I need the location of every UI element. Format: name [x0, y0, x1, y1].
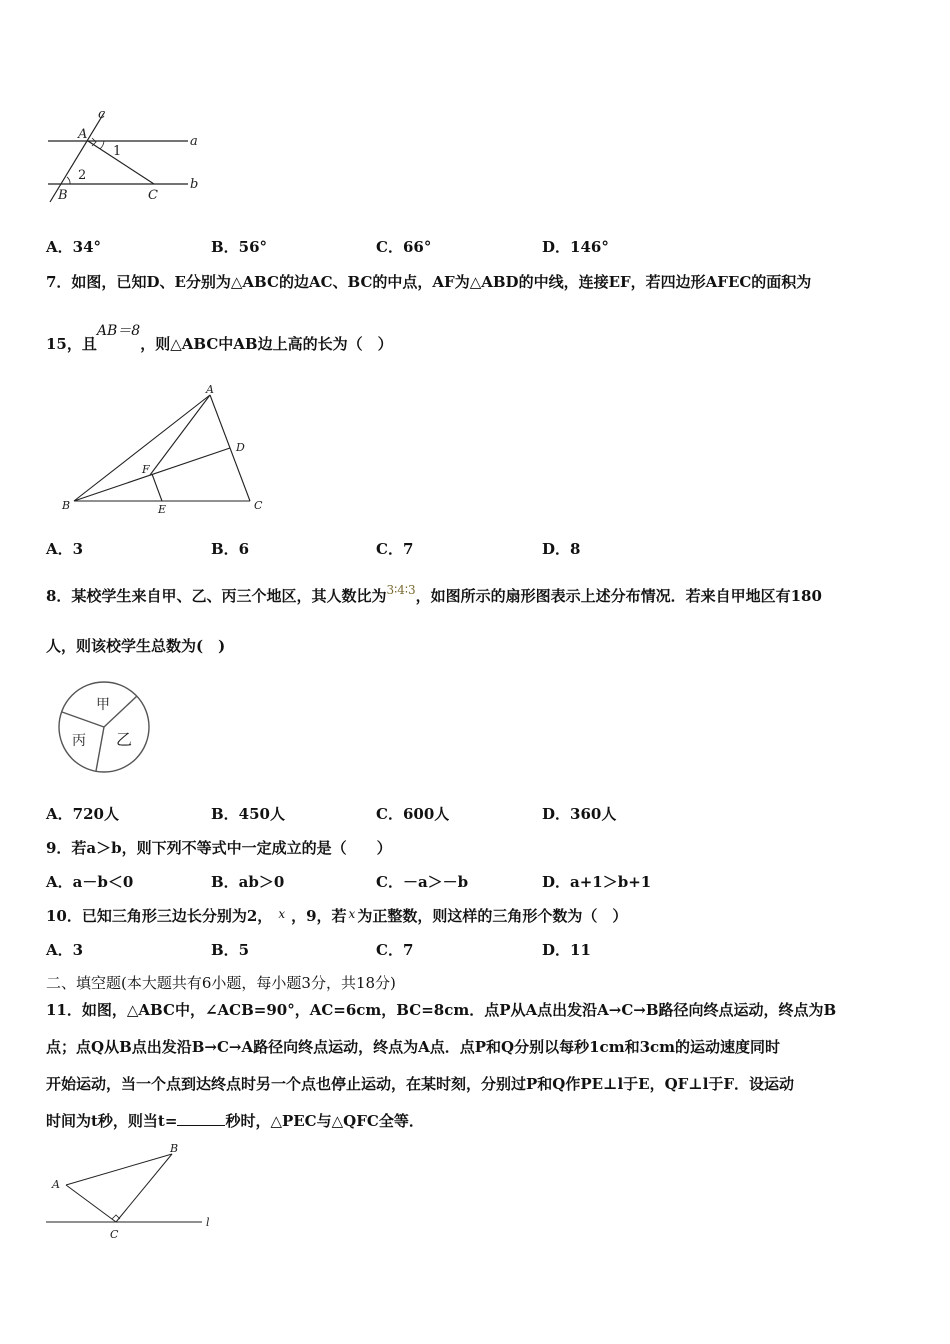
q10-seg1: 10．已知三角形三边长分别为2，: [46, 907, 273, 925]
q8-ratio: 3∶4∶3: [386, 583, 416, 597]
q8-option-b[interactable]: B．450人: [211, 805, 285, 823]
q7-line2-post: ，则△ABC中AB边上高的长为（ ）: [140, 335, 393, 353]
q7-label-A: A: [206, 383, 214, 396]
q10-option-c[interactable]: C．7: [376, 941, 414, 959]
q9-text: 9．若a＞b，则下列不等式中一定成立的是（ ）: [46, 839, 392, 857]
q11-text-line1: 11．如图，△ABC中，∠ACB=90°，AC=6cm，BC=8cm．点P从A点出发沿A→C→B路径向终点运动，终点为B: [46, 1001, 837, 1019]
q7-option-d[interactable]: D．8: [542, 540, 581, 558]
q6-label-c: c: [98, 107, 106, 122]
q8-pie-figure: [54, 679, 154, 775]
q7-figure: [58, 383, 278, 523]
q6-label-B: B: [58, 188, 68, 203]
q8-line1-pre: 8．某校学生来自甲、乙、丙三个地区，其人数比为: [46, 587, 387, 605]
q6-label-b: b: [190, 177, 199, 192]
q7-label-B: B: [62, 499, 71, 512]
q10-x2: x: [348, 907, 356, 921]
q11-line4-pre: 时间为t秒，则当t=: [46, 1112, 178, 1130]
q10-seg2: ，9，若: [291, 907, 347, 925]
q6-option-b[interactable]: B．56°: [211, 238, 268, 256]
q9-option-b[interactable]: B．ab＞0: [211, 873, 285, 891]
q7-label-C: C: [254, 499, 263, 512]
q7-option-b[interactable]: B．6: [211, 540, 250, 558]
q7-line2-pre: 15，且: [46, 335, 97, 353]
pie-label-jia: 甲: [96, 697, 110, 713]
q6-label-2: 2: [78, 168, 87, 183]
q10-option-a[interactable]: A．3: [46, 941, 84, 959]
q11-text-line3: 开始运动，当一个点到达终点时另一个点也停止运动，在某时刻，分别过P和Q作PE⊥l于E，QF⊥l于F．设运动: [46, 1075, 795, 1093]
q6-figure: [40, 105, 210, 205]
pie-label-bing: 丙: [72, 733, 86, 749]
q6-option-a[interactable]: A．34°: [46, 238, 102, 256]
q10-seg3: 为正整数，则这样的三角形个数为（ ）: [357, 907, 628, 925]
q10-text: [46, 905, 627, 926]
q6-label-A: A: [78, 127, 88, 142]
q11-answer-blank[interactable]: [177, 1113, 225, 1126]
q10-x1: x: [278, 907, 286, 921]
pie-label-yi: 乙: [116, 730, 133, 749]
q9-option-a[interactable]: A．a－b＜0: [46, 873, 134, 891]
q7-label-E: E: [158, 503, 167, 516]
q9-option-c[interactable]: C．－a＞－b: [376, 873, 469, 891]
q11-line4-post: 秒时，△PEC与△QFC全等．: [225, 1112, 424, 1130]
q10-option-d[interactable]: D．11: [542, 941, 591, 959]
q8-text-line1: [46, 585, 822, 606]
q11-label-A: A: [52, 1178, 60, 1191]
q9-option-d[interactable]: D．a+1＞b+1: [542, 873, 652, 891]
q11-text-line2: 点；点Q从B点出发沿B→C→A路径向终点运动，终点为A点．点P和Q分别以每秒1cm和3cm的运动速度同时: [46, 1038, 781, 1056]
q11-text-line4: [46, 1110, 424, 1131]
q11-label-C: C: [110, 1228, 119, 1241]
q6-label-a: a: [190, 134, 198, 149]
q7-option-c[interactable]: C．7: [376, 540, 414, 558]
q6-option-d[interactable]: D．146°: [542, 238, 609, 256]
q11-label-l: l: [206, 1216, 210, 1229]
q6-option-c[interactable]: C．66°: [376, 238, 432, 256]
q7-text-line2: [46, 323, 393, 354]
q8-line1-post: ，如图所示的扇形图表示上述分布情况．若来自甲地区有180: [415, 587, 822, 605]
q8-option-c[interactable]: C．600人: [376, 805, 450, 823]
q8-option-a[interactable]: A．720人: [46, 805, 119, 823]
q6-label-1: 1: [113, 144, 122, 159]
q7-label-D: D: [236, 441, 245, 454]
q7-text-line1: 7．如图，已知D、E分别为△ABC的边AC、BC的中点，AF为△ABD的中线，连接EF，若四边形AFEC的面积为: [46, 273, 812, 291]
q7-option-a[interactable]: A．3: [46, 540, 84, 558]
q11-figure: [44, 1138, 224, 1248]
q7-math-ab: AB＝8: [96, 323, 141, 339]
q7-label-F: F: [142, 463, 150, 476]
q8-text-line2: 人，则该校学生总数为( ): [46, 637, 226, 655]
section2-title: 二、填空题(本大题共有6小题，每小题3分，共18分): [46, 974, 396, 992]
q6-label-C: C: [148, 188, 158, 203]
q8-option-d[interactable]: D．360人: [542, 805, 617, 823]
q11-label-B: B: [170, 1142, 179, 1155]
q10-option-b[interactable]: B．5: [211, 941, 250, 959]
